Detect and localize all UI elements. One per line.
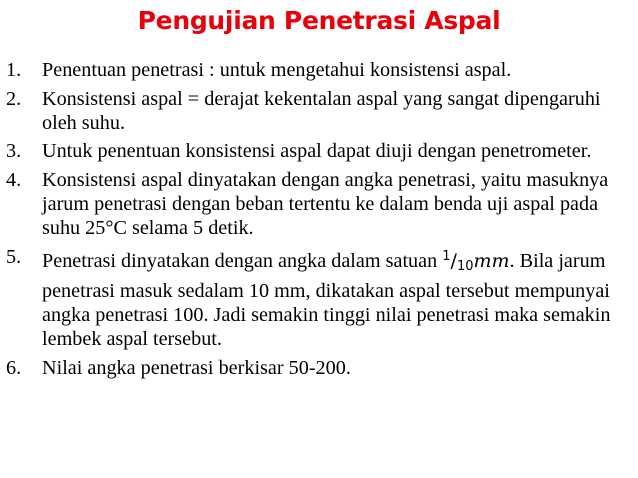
list-item-text-before: Penetrasi dinyatakan dengan angka dalam satuan [42,249,443,272]
slide-title: Pengujian Penetrasi Aspal [137,6,501,35]
list-item [0,58,638,82]
list-item-text-after: . Bila jarum penetrasi masuk sedalam 10 mm, dikatakan aspal tersebut mempunyai angka penetrasi 100. Jadi semakin tinggi nilai penetrasi maka semakin lembek aspal tersebut. [42,249,611,351]
list-item [0,139,638,163]
list-item [0,245,638,352]
list-item [0,168,638,241]
list-item-text: Nilai angka penetrasi berkisar 50-200. [42,356,351,379]
fraction-numerator: 1 [442,248,451,264]
list-item [0,356,638,380]
list-item-number: 1. [6,59,22,81]
fraction-one-tenth [442,248,474,274]
numbered-list [0,58,638,384]
list-item-text: Penentuan penetrasi : untuk mengetahui konsistensi aspal. [42,59,512,81]
list-item-number: 4. [6,168,22,191]
list-item-number: 3. [6,140,22,163]
fraction-slash: / [450,249,457,272]
list-item-number: 5. [6,245,22,268]
unit-mm: mm [473,249,510,272]
fraction-denominator: 10 [456,258,474,274]
list-item-text: Untuk penentuan konsistensi aspal dapat diuji dengan penetrometer. [42,140,592,163]
list-item-text: Konsistensi aspal = derajat kekentalan aspal yang sangat dipengaruhi oleh suhu. [42,87,601,134]
list-item-number: 2. [6,87,22,110]
list-item-number: 6. [6,356,22,379]
list-item [0,87,638,135]
list-item-text: Konsistensi aspal dinyatakan dengan angka penetrasi, yaitu masuknya jarum penetrasi dengan beban tertentu ke dalam benda uji aspal pada suhu 25°C selama 5 detik. [42,168,609,240]
